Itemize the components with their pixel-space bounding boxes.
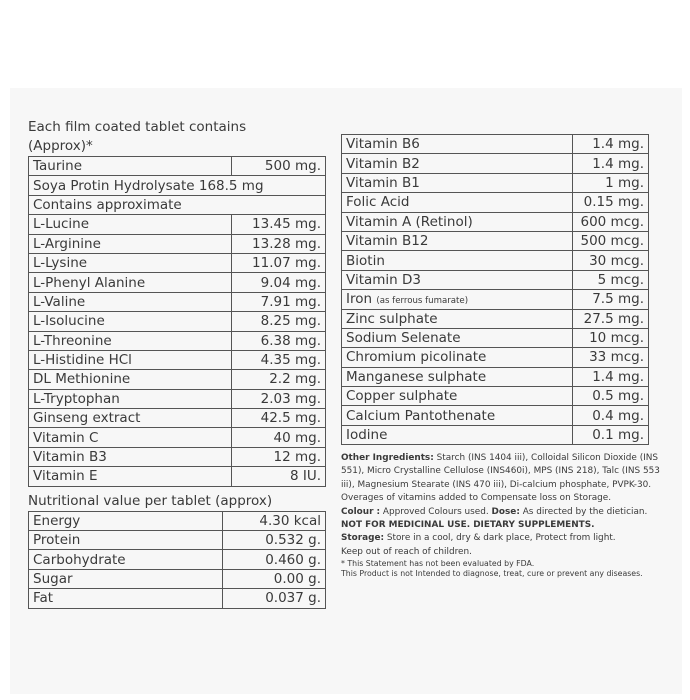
ingredient-name xyxy=(342,290,573,309)
other-text: Starch (INS 1404 iii), Colloidal Silicon Dioxide (INS 551), Micro Crystalline Cellulose (INS460i), MPS (INS 218), Talc (INS 553 iii), Magnesium Stearate (INS 470 iii), Di-calcium phosphate, PVPK-30. xyxy=(341,453,660,490)
dose-text: As directed by the dietician. xyxy=(522,506,648,517)
amino-rows xyxy=(29,215,326,486)
iron-note: (as ferrous fumarate) xyxy=(376,296,469,307)
ingredient-value: 1.4 mg. xyxy=(573,154,649,173)
vitamin-rows xyxy=(342,135,649,290)
ingredient-value: 12 mg. xyxy=(232,447,326,466)
ingredient-name: Vitamin B2 xyxy=(342,154,573,173)
ingredient-name: Biotin xyxy=(342,251,573,270)
ingredient-value: 1.4 mg. xyxy=(573,135,649,154)
ingredient-name: L-Phenyl Alanine xyxy=(29,273,232,292)
ingredient-name: Sodium Selenate xyxy=(342,328,573,347)
other-ingredients xyxy=(341,452,661,492)
table-row xyxy=(342,367,649,386)
table-row xyxy=(29,292,326,311)
mineral-rows xyxy=(342,309,649,445)
ingredient-value: 1.4 mg. xyxy=(573,367,649,386)
ingredient-value: 0.00 g. xyxy=(223,569,326,588)
table-row xyxy=(29,273,326,292)
table-row xyxy=(29,215,326,234)
table-row xyxy=(29,176,326,195)
ingredient-value: 33 mcg. xyxy=(573,348,649,367)
table-row xyxy=(29,447,326,466)
ingredient-name: Vitamin B12 xyxy=(342,231,573,250)
ingredient-value: 0.1 mg. xyxy=(573,425,649,444)
composition-section xyxy=(28,118,328,609)
table-row xyxy=(29,195,326,214)
ingredient-name: Vitamin B3 xyxy=(29,447,232,466)
ingredient-value: 10 mcg. xyxy=(573,328,649,347)
ingredient-name: Vitamin D3 xyxy=(342,270,573,289)
table-row xyxy=(342,290,649,309)
ingredient-name: Energy xyxy=(29,511,223,530)
ingredient-value: 11.07 mg. xyxy=(232,253,326,272)
ingredient-value: 500 mcg. xyxy=(573,231,649,250)
vitamins-table xyxy=(341,134,649,445)
ingredient-name: Ginseng extract xyxy=(29,409,232,428)
table-row xyxy=(29,531,326,550)
ingredient-value: 9.04 mg. xyxy=(232,273,326,292)
iron-label: Iron xyxy=(346,291,373,308)
ingredient-value: 27.5 mg. xyxy=(573,309,649,328)
composition-heading: Each film coated tablet contains xyxy=(28,119,247,135)
table-row xyxy=(342,212,649,231)
table-row xyxy=(29,550,326,569)
ingredient-name: Vitamin B6 xyxy=(342,135,573,154)
ingredient-value: 0.4 mg. xyxy=(573,406,649,425)
ingredient-value: 7.5 mg. xyxy=(573,290,649,309)
fda-note: * This Statement has not been evaluated by FDA. xyxy=(341,559,535,569)
nutrition-rows xyxy=(29,511,326,608)
table-row xyxy=(342,251,649,270)
ingredient-name: Manganese sulphate xyxy=(342,367,573,386)
ingredient-value: 0.460 g. xyxy=(223,550,326,569)
table-row xyxy=(342,309,649,328)
ingredient-value: 4.30 kcal xyxy=(223,511,326,530)
ingredient-name: Chromium picolinate xyxy=(342,348,573,367)
table-row xyxy=(342,193,649,212)
ingredient-value: 2.2 mg. xyxy=(232,370,326,389)
ingredient-name: Vitamin A (Retinol) xyxy=(342,212,573,231)
table-row xyxy=(342,154,649,173)
table-row xyxy=(342,135,649,154)
ingredient-value: 500 mg. xyxy=(232,157,326,176)
ingredient-value: 0.037 g. xyxy=(223,589,326,608)
ingredient-name: Calcium Pantothenate xyxy=(342,406,573,425)
ingredient-name: DL Methionine xyxy=(29,370,232,389)
ingredient-value: 7.91 mg. xyxy=(232,292,326,311)
colour-text: Approved Colours used. xyxy=(382,506,489,517)
table-row xyxy=(342,406,649,425)
notes-section xyxy=(341,452,661,579)
table-row xyxy=(29,312,326,331)
keep-out-note: Keep out of reach of children. xyxy=(341,546,472,557)
overages-note: Overages of vitamins added to Compensate loss on Storage. xyxy=(341,493,612,504)
ingredient-value: 8.25 mg. xyxy=(232,312,326,331)
table-row xyxy=(29,428,326,447)
ingredient-name: L-Threonine xyxy=(29,331,232,350)
soya-line: Soya Protin Hydrolysate 168.5 mg xyxy=(29,176,326,195)
ingredient-value: 2.03 mg. xyxy=(232,389,326,408)
colour-label: Colour : xyxy=(341,506,381,517)
table-row xyxy=(29,511,326,530)
ingredient-name: L-Arginine xyxy=(29,234,232,253)
ingredient-value: 1 mg. xyxy=(573,173,649,192)
table-row xyxy=(29,253,326,272)
nutrition-table xyxy=(28,511,326,609)
table-row xyxy=(29,234,326,253)
nutrition-heading: Nutritional value per tablet (approx) xyxy=(28,492,273,509)
ingredient-value: 6.38 mg. xyxy=(232,331,326,350)
table-row xyxy=(342,328,649,347)
table-row xyxy=(29,589,326,608)
contains-line: Contains approximate xyxy=(29,195,326,214)
storage-text: Store in a cool, dry & dark place, Protect from light. xyxy=(386,533,616,544)
table-row xyxy=(29,467,326,486)
ingredient-name: Vitamin C xyxy=(29,428,232,447)
table-row xyxy=(29,569,326,588)
other-label: Other Ingredients: xyxy=(341,453,434,463)
ingredient-name: Folic Acid xyxy=(342,193,573,212)
table-row xyxy=(29,350,326,369)
table-row xyxy=(342,425,649,444)
ingredient-value: 8 IU. xyxy=(232,467,326,486)
ingredient-name: L-Valine xyxy=(29,292,232,311)
ingredient-value: 13.28 mg. xyxy=(232,234,326,253)
composition-table xyxy=(28,156,326,487)
ingredient-name: L-Lysine xyxy=(29,253,232,272)
ingredient-value: 42.5 mg. xyxy=(232,409,326,428)
vitamins-section xyxy=(341,134,649,445)
ingredient-name: Sugar xyxy=(29,569,223,588)
storage-note xyxy=(341,532,661,545)
ingredient-name: Vitamin B1 xyxy=(342,173,573,192)
dose-label: Dose: xyxy=(491,506,520,517)
composition-approx: (Approx)* xyxy=(28,138,93,154)
ingredient-name: Vitamin E xyxy=(29,467,232,486)
disclaimer: This Product is not Intended to diagnose, treat, cure or prevent any diseases. xyxy=(341,569,643,579)
ingredient-name: Iodine xyxy=(342,425,573,444)
table-row xyxy=(342,231,649,250)
ingredient-name: L-Histidine HCl xyxy=(29,350,232,369)
ingredient-value: 600 mcg. xyxy=(573,212,649,231)
table-row xyxy=(342,173,649,192)
ingredient-name: Protein xyxy=(29,531,223,550)
ingredient-value: 4.35 mg. xyxy=(232,350,326,369)
table-row xyxy=(342,270,649,289)
ingredient-value: 13.45 mg. xyxy=(232,215,326,234)
colour-dose xyxy=(341,506,661,519)
ingredient-value: 40 mg. xyxy=(232,428,326,447)
ingredient-name: Fat xyxy=(29,589,223,608)
ingredient-value: 0.532 g. xyxy=(223,531,326,550)
storage-label: Storage: xyxy=(341,533,385,544)
ingredient-name: Copper sulphate xyxy=(342,387,573,406)
ingredient-value: 5 mcg. xyxy=(573,270,649,289)
ingredient-value: 0.5 mg. xyxy=(573,387,649,406)
not-medicinal xyxy=(341,519,661,532)
table-row xyxy=(29,331,326,350)
ingredient-name: Carbohydrate xyxy=(29,550,223,569)
table-row xyxy=(29,409,326,428)
ingredient-name: Taurine xyxy=(29,157,232,176)
ingredient-name: L-Lucine xyxy=(29,215,232,234)
table-row xyxy=(342,387,649,406)
table-row xyxy=(342,348,649,367)
table-row xyxy=(29,389,326,408)
table-row xyxy=(29,157,326,176)
not-medicinal-text: NOT FOR MEDICINAL USE. DIETARY SUPPLEMENTS. xyxy=(341,520,595,531)
table-row xyxy=(29,370,326,389)
ingredient-name: Zinc sulphate xyxy=(342,309,573,328)
ingredient-name: L-Tryptophan xyxy=(29,389,232,408)
ingredient-name: L-Isolucine xyxy=(29,312,232,331)
ingredient-value: 0.15 mg. xyxy=(573,193,649,212)
ingredient-value: 30 mcg. xyxy=(573,251,649,270)
